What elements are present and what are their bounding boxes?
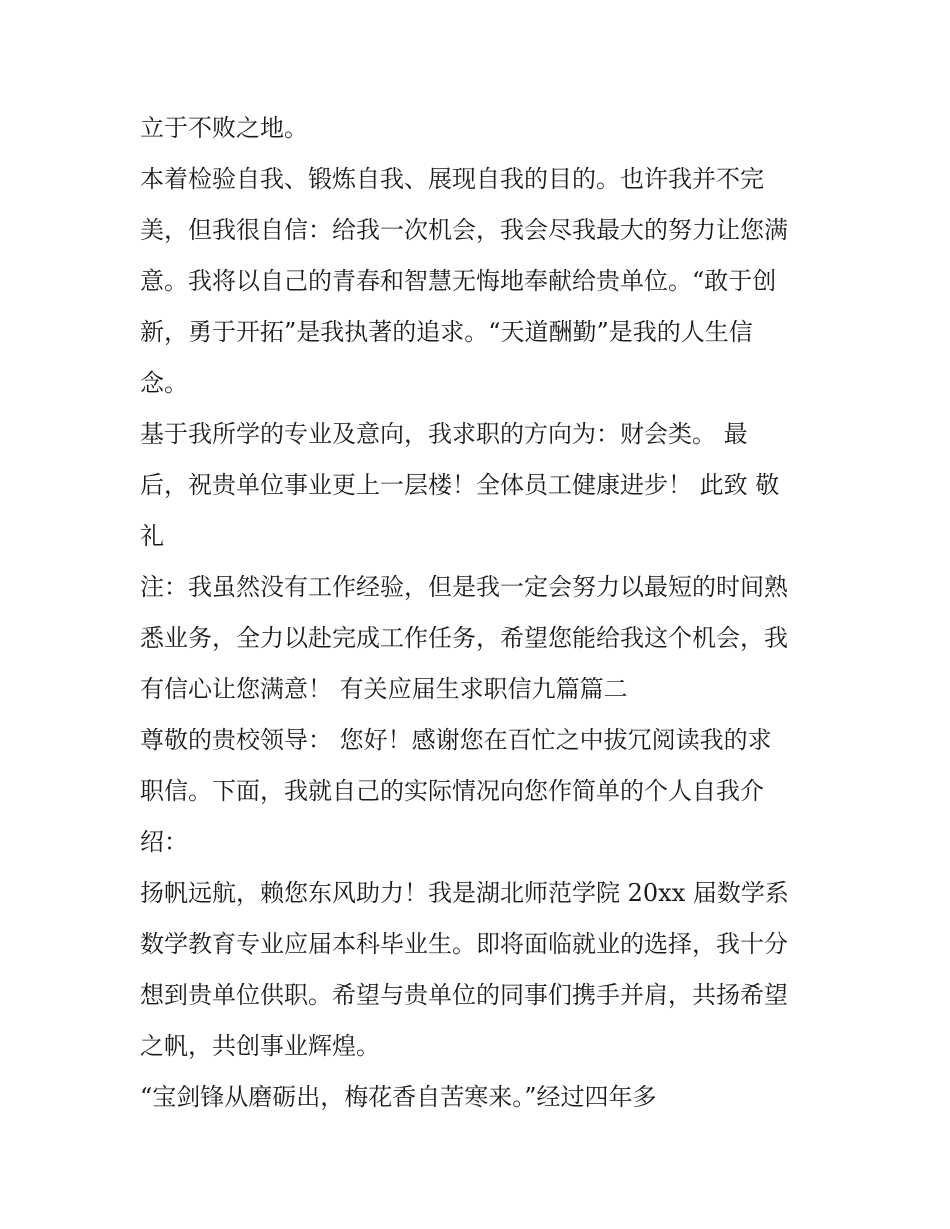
text-line: 想到贵单位供职。希望与贵单位的同事们携手并肩，共扬希望 [140, 981, 788, 1009]
text-line: 礼 [140, 522, 164, 550]
text-line: 意。我将以自己的青春和智慧无悔地奉献给贵单位。“敢于创 [140, 267, 777, 295]
text-line: 立于不败之地。 [140, 114, 308, 142]
text-line: 注：我虽然没有工作经验，但是我一定会努力以最短的时间熟 [140, 573, 788, 601]
text-line: 数学教育专业应届本科毕业生。即将面临就业的选择，我十分 [140, 930, 788, 958]
text-line: 后，祝贵单位事业更上一层楼！全体员工健康进步！ 此致 敬 [140, 471, 780, 499]
text-line: 尊敬的贵校领导： 您好！感谢您在百忙之中拔冗阅读我的求 [140, 726, 772, 754]
text-line: 绍： [140, 828, 188, 856]
text-line: 本着检验自我、锻炼自我、展现自我的目的。也许我并不完 [140, 165, 764, 193]
text-line: 扬帆远航，赖您东风助力！我是湖北师范学院 20xx 届数学系 [140, 879, 789, 907]
text-line: 基于我所学的专业及意向，我求职的方向为：财会类。 最 [140, 420, 748, 448]
text-line: 职信。下面，我就自己的实际情况向您作简单的个人自我介 [140, 777, 764, 805]
text-line: 新，勇于开拓”是我执著的追求。“天道酬勤”是我的人生信 [140, 318, 753, 346]
text-line: 之帆，共创事业辉煌。 [140, 1032, 380, 1060]
text-line: 念。 [140, 369, 188, 397]
text-line: 有信心让您满意！ 有关应届生求职信九篇篇二 [140, 675, 628, 703]
text-line: “宝剑锋从磨砺出，梅花香自苦寒来。”经过四年多 [140, 1083, 657, 1111]
text-line: 美，但我很自信：给我一次机会，我会尽我最大的努力让您满 [140, 216, 788, 244]
text-line: 悉业务，全力以赴完成工作任务，希望您能给我这个机会，我 [140, 624, 788, 652]
